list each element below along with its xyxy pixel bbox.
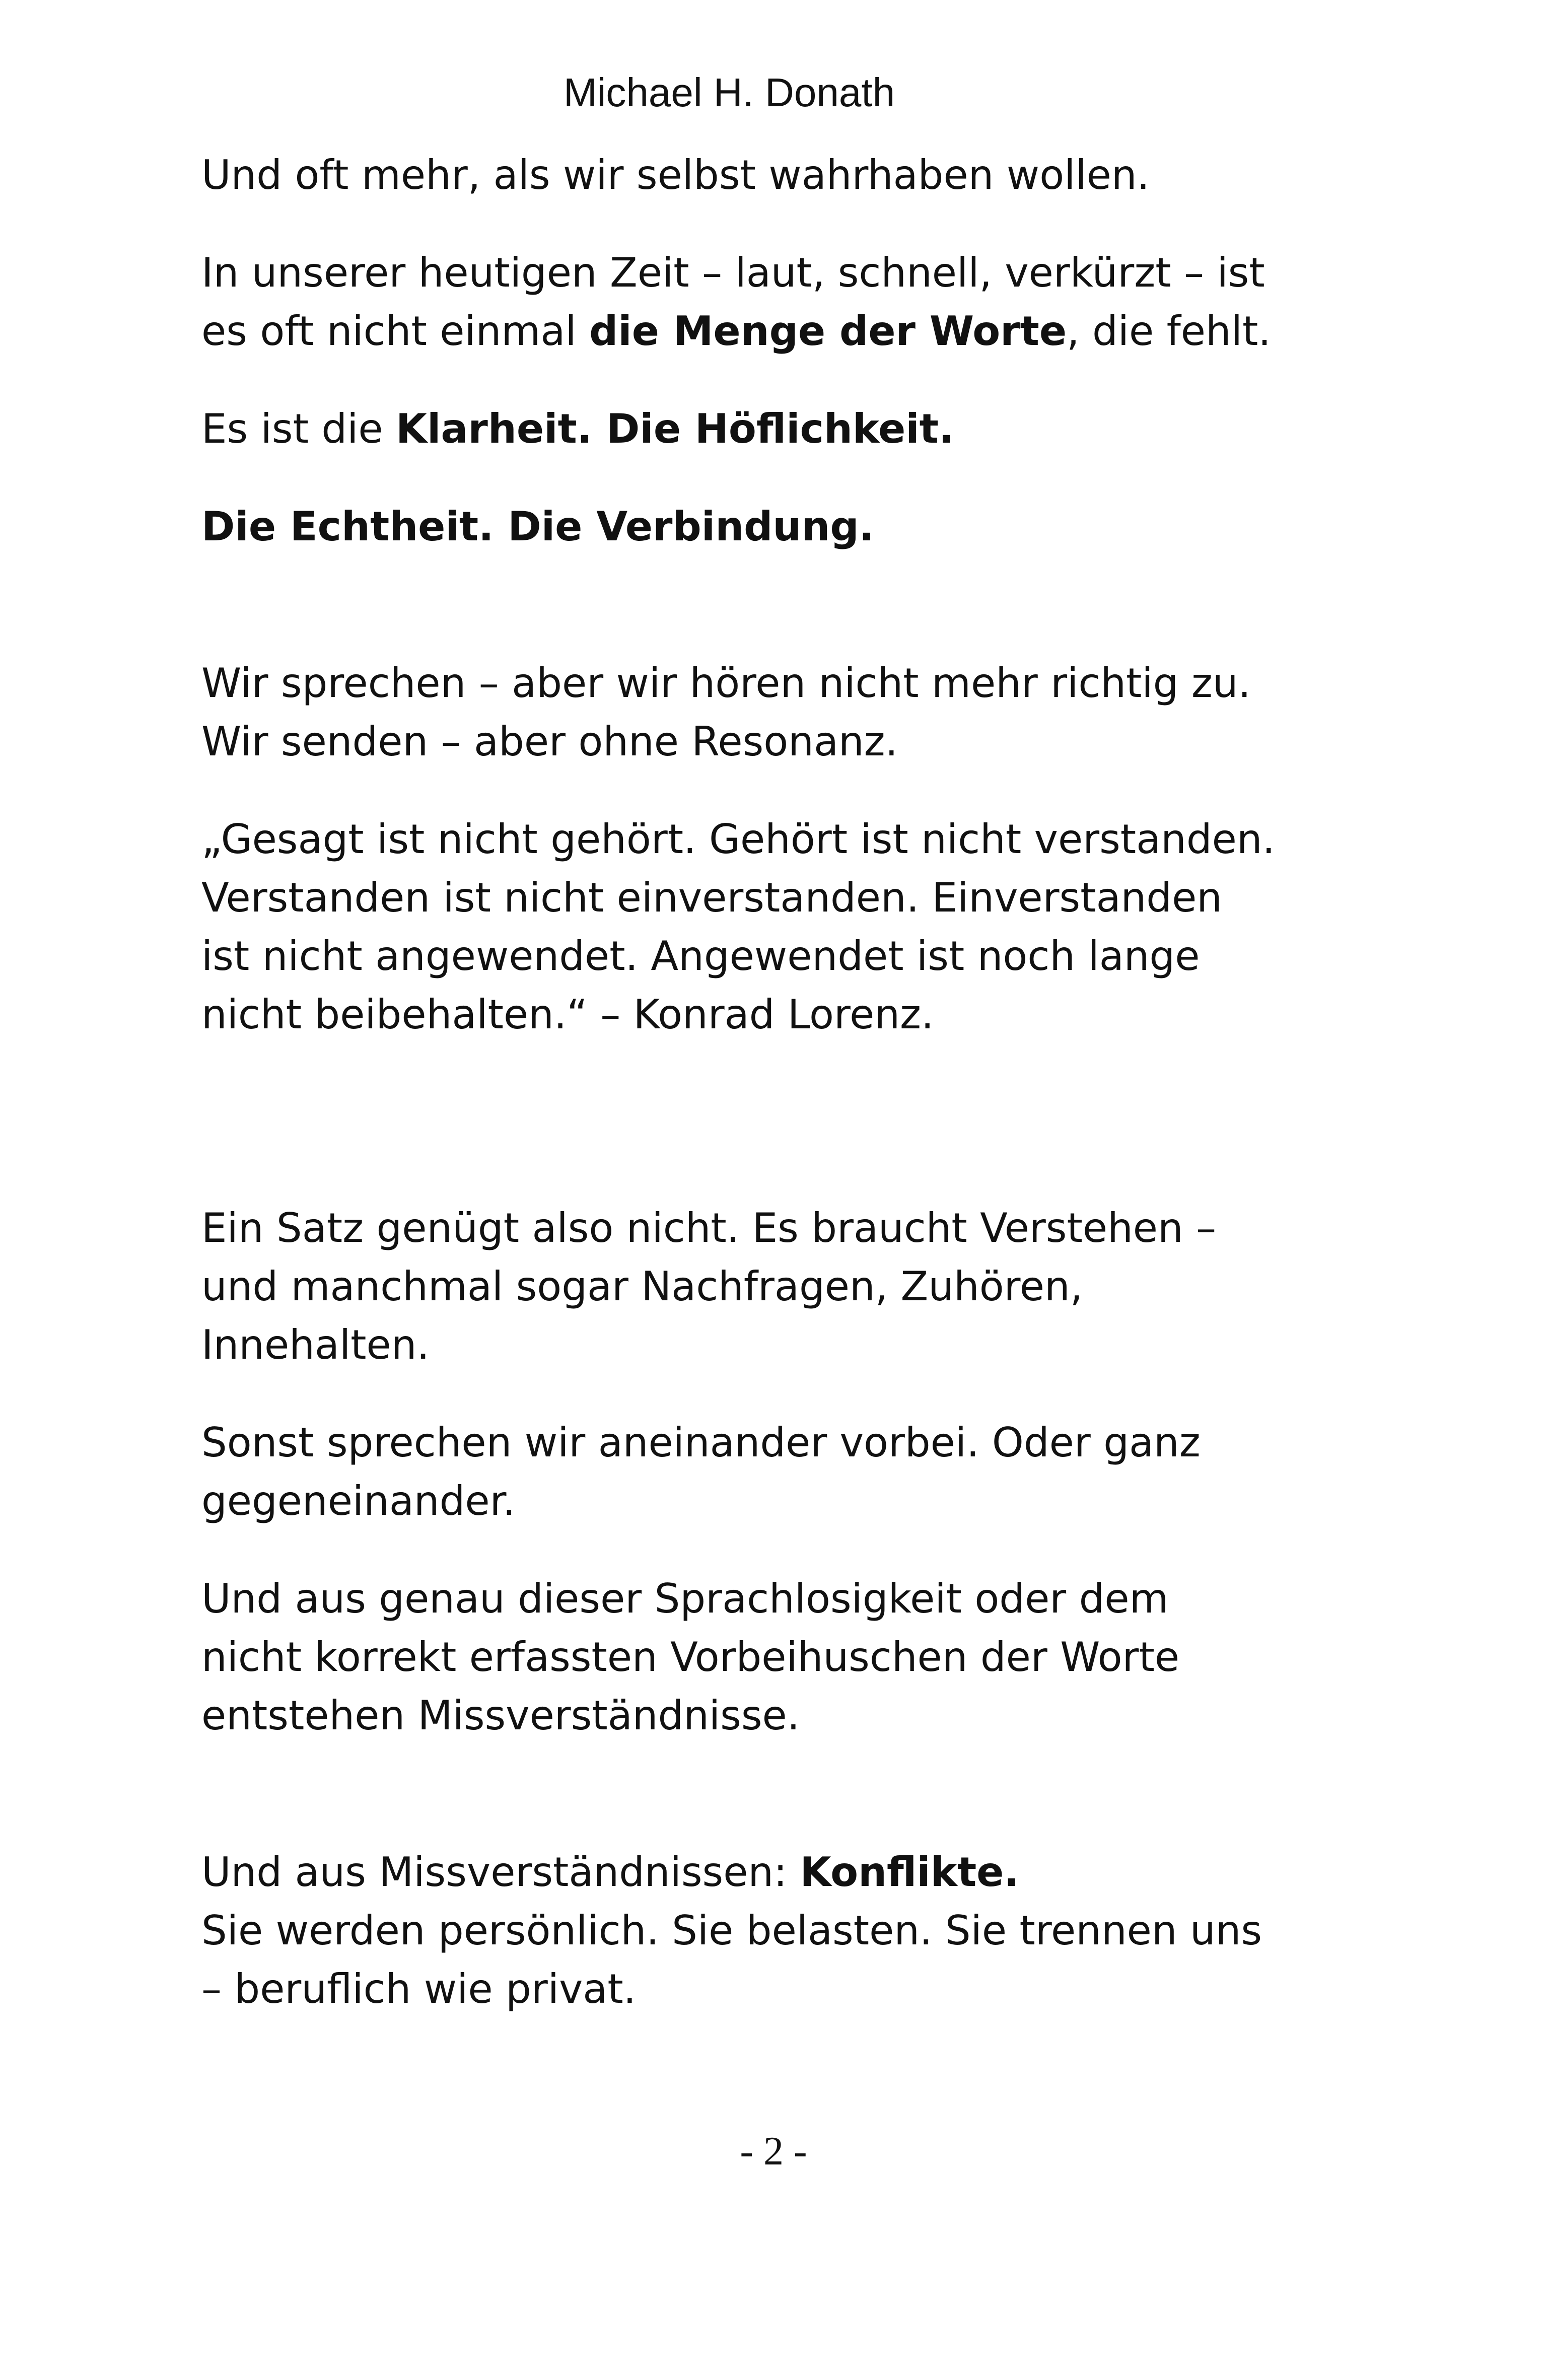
- paragraph-2: [201, 244, 1329, 361]
- text-line: [201, 400, 1329, 458]
- paragraph-7: [201, 1199, 1329, 1374]
- page-body: [201, 146, 1329, 2018]
- text-run: Es ist die: [201, 405, 396, 452]
- text-line: [201, 1843, 1329, 1902]
- bold-emphasis: Konflikte.: [800, 1849, 1019, 1896]
- text-line: und manchmal sogar Nachfragen, Zuhören,: [201, 1263, 1083, 1310]
- text-line: Innehalten.: [201, 1321, 430, 1368]
- text-run: Und aus Missverständnissen:: [201, 1849, 800, 1896]
- paragraph-9: [201, 1570, 1329, 1745]
- bold-emphasis: Klarheit. Die Höflichkeit.: [396, 405, 954, 452]
- bold-emphasis: die Menge der Worte: [589, 308, 1067, 355]
- text-line: „Gesagt ist nicht gehört. Gehört ist nicht verstanden.: [201, 816, 1275, 863]
- page-number: - 2 -: [740, 2129, 807, 2174]
- paragraph-1: [201, 146, 1329, 204]
- text-line: Ein Satz genügt also nicht. Es braucht Verstehen –: [201, 1205, 1217, 1251]
- text-line: Wir senden – aber ohne Resonanz.: [201, 718, 898, 765]
- text-line: ist nicht angewendet. Angewendet ist noch lange: [201, 933, 1200, 979]
- paragraph-3: [201, 400, 1329, 458]
- text-run: es oft nicht einmal: [201, 308, 589, 355]
- text-line: Und oft mehr, als wir selbst wahrhaben wollen.: [201, 152, 1150, 198]
- paragraph-8: [201, 1414, 1329, 1530]
- text-line: – beruflich wie privat.: [201, 1966, 637, 2012]
- text-line: Sonst sprechen wir aneinander vorbei. Oder ganz: [201, 1419, 1201, 1466]
- bold-emphasis: Die Echtheit. Die Verbindung.: [201, 503, 874, 550]
- text-line: nicht korrekt erfassten Vorbeihuschen der Worte: [201, 1634, 1180, 1681]
- paragraph-5: [201, 654, 1329, 771]
- text-line: Und aus genau dieser Sprachlosigkeit oder dem: [201, 1575, 1169, 1622]
- text-line: [201, 302, 1329, 361]
- quote-konrad-lorenz: [201, 810, 1329, 1044]
- paragraph-4: [201, 498, 1329, 556]
- text-line: nicht beibehalten.“ – Konrad Lorenz.: [201, 991, 934, 1038]
- paragraph-10: [201, 1843, 1329, 2018]
- text-line: In unserer heutigen Zeit – laut, schnell, verkürzt – ist: [201, 249, 1265, 296]
- text-line: gegeneinander.: [201, 1478, 516, 1524]
- text-line: entstehen Missverständnisse.: [201, 1692, 800, 1739]
- text-line: Sie werden persönlich. Sie belasten. Sie trennen uns: [201, 1907, 1262, 1954]
- text-line: Wir sprechen – aber wir hören nicht mehr richtig zu.: [201, 660, 1251, 707]
- text-run: , die fehlt.: [1067, 308, 1271, 355]
- text-line: Verstanden ist nicht einverstanden. Einverstanden: [201, 874, 1222, 921]
- running-header-author: Michael H. Donath: [564, 70, 895, 115]
